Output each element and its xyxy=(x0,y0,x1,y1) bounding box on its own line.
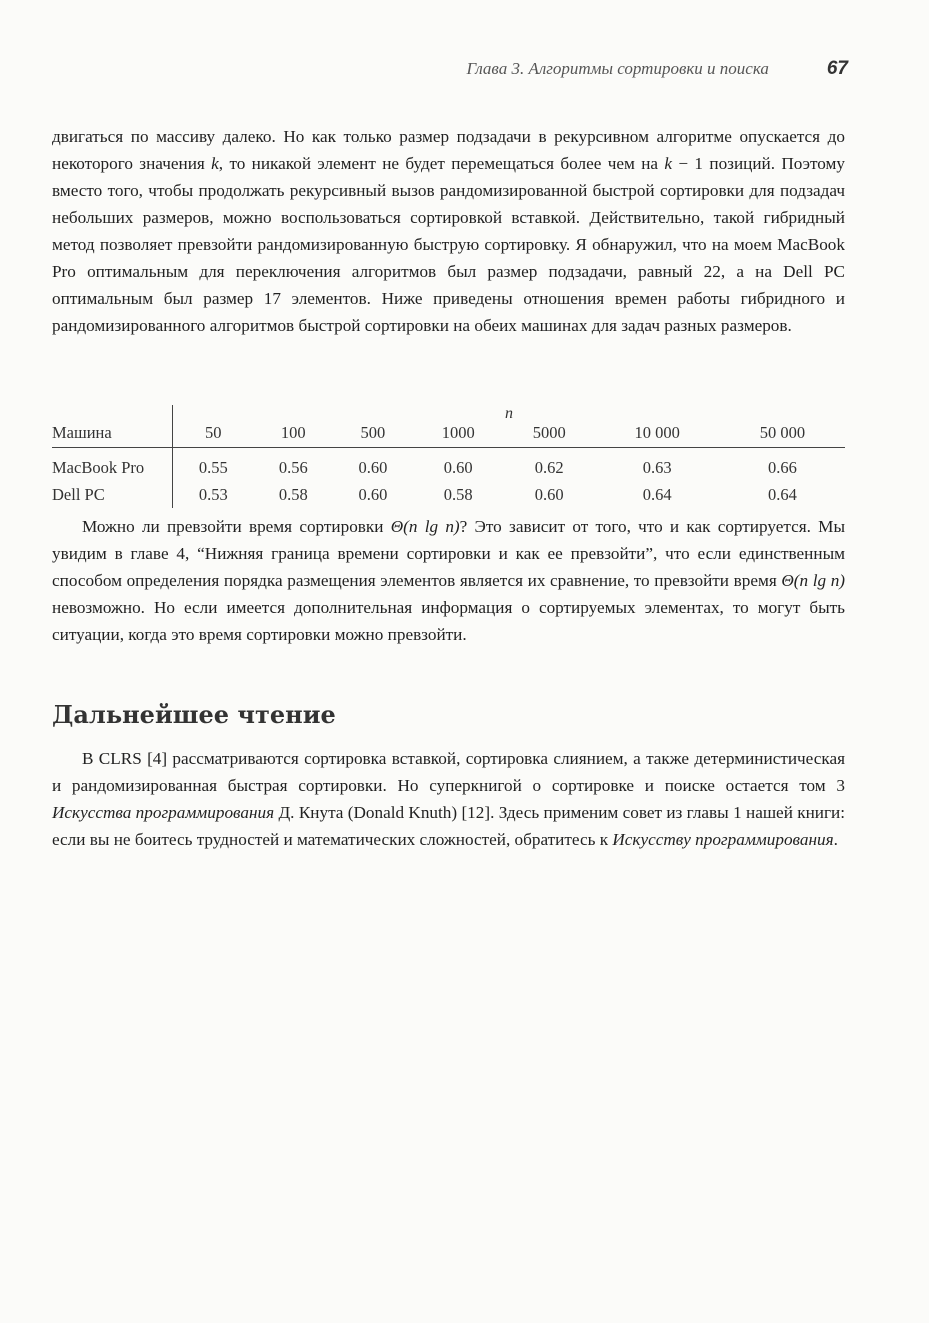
machine-name: MacBook Pro xyxy=(52,448,173,482)
col-header: 500 xyxy=(333,423,413,448)
table-cell: 0.56 xyxy=(278,457,308,477)
col-header: 50 xyxy=(173,423,254,448)
page-number: 67 xyxy=(826,58,848,79)
p1-text-3: − 1 позиций. Поэтому вместо того, чтобы продолжать рекурсивный вызов рандомизированной быстрой сортировки для подзадач небольших размеров, можно воспользоваться сортировкой вставкой. Действительно, такой гибридный метод позволяет превзойти рандомизированную быструю сортировку. Я обнаружил, что на моем MacBook Pro оптимальным для переключения алгоритмов был размер подзадачи, равный 22, а на Dell PC оптимальным был размер 17 элементов. Ниже приведены отношения времен работы гибридного и рандомизированного алгоритмов быстрой сортировки на обеих машинах для задач разных размеров. xyxy=(52,154,846,335)
p3-text-2: Д. Кнута (Donald Knuth) [12]. Здесь применим совет из главы 1 нашей книги: если вы не боитесь трудностей и математических сложностей, обратитесь к xyxy=(52,803,845,849)
table-cell: 0.62 xyxy=(534,457,564,477)
book-title: Искусства программирования xyxy=(52,803,275,822)
table-cell: 0.60 xyxy=(443,457,473,477)
table-cell: 0.60 xyxy=(534,484,564,504)
chapter-title: Глава 3. Алгоритмы сортировки и поиска xyxy=(466,59,769,78)
col-header: 5000 xyxy=(504,423,595,448)
p2-text-3: невозможно. Но если имеется дополнительная информация о сортируемых элементах, то могут быть ситуации, когда это время сортировки можно превзойти. xyxy=(52,598,845,644)
p1-text-1: двигаться по массиву далеко. Но как только размер подзадачи в рекурсивном алгоритме опускается до некоторого значения xyxy=(52,127,845,173)
table-cell: 0.60 xyxy=(358,484,388,504)
p1-var-k-1: k xyxy=(211,154,219,173)
table-cell: 0.60 xyxy=(358,457,388,477)
table-cell: 0.58 xyxy=(443,484,473,504)
table-cell: 0.64 xyxy=(642,484,672,504)
table-row xyxy=(52,448,845,482)
table-row xyxy=(52,481,845,508)
n-label: n xyxy=(505,405,513,422)
timing-ratio-table xyxy=(52,405,845,508)
header-machine: Машина xyxy=(52,423,173,448)
p3-text-3: . xyxy=(833,830,838,849)
section-heading: Дальнейшее чтение xyxy=(52,700,336,729)
col-header: 1000 xyxy=(413,423,504,448)
paragraph-1 xyxy=(52,123,845,339)
table-cell: 0.55 xyxy=(198,457,228,477)
table-cell: 0.63 xyxy=(642,457,672,477)
paragraph-2 xyxy=(52,513,845,648)
book-title: Искусству программирования xyxy=(612,830,834,849)
machine-name: Dell PC xyxy=(52,481,173,508)
table-corner xyxy=(52,405,173,423)
col-header: 10 000 xyxy=(595,423,720,448)
table-cell: 0.66 xyxy=(767,457,797,477)
theta-expression: Θ(n lg n) xyxy=(781,571,846,590)
col-header: 100 xyxy=(254,423,334,448)
p1-text-2: , то никакой элемент не будет перемещаться более чем на xyxy=(218,154,665,173)
theta-expression: Θ(n lg n) xyxy=(390,517,460,536)
p2-text-1: Можно ли превзойти время сортировки xyxy=(82,517,391,536)
p3-text-1: В CLRS [4] рассматриваются сортировка вставкой, сортировка слиянием, а также детерминистическая и рандомизированная быстрая сортировки. Но суперкнигой о сортировке и поиске остается том 3 xyxy=(52,749,845,795)
col-header: 50 000 xyxy=(720,423,845,448)
table-cell: 0.64 xyxy=(767,484,797,504)
table-cell: 0.58 xyxy=(278,484,308,504)
running-head xyxy=(0,58,848,80)
paragraph-3 xyxy=(52,745,845,853)
p1-var-k-2: k xyxy=(664,154,673,173)
table-cell: 0.53 xyxy=(198,484,228,504)
p2-text-2: ? Это зависит от того, что и как сортируется. Мы увидим в главе 4, “Нижняя граница времени сортировки и как ее превзойти”, что если единственным способом определения порядка размещения элементов является их сравнение, то превзойти время xyxy=(52,517,845,590)
